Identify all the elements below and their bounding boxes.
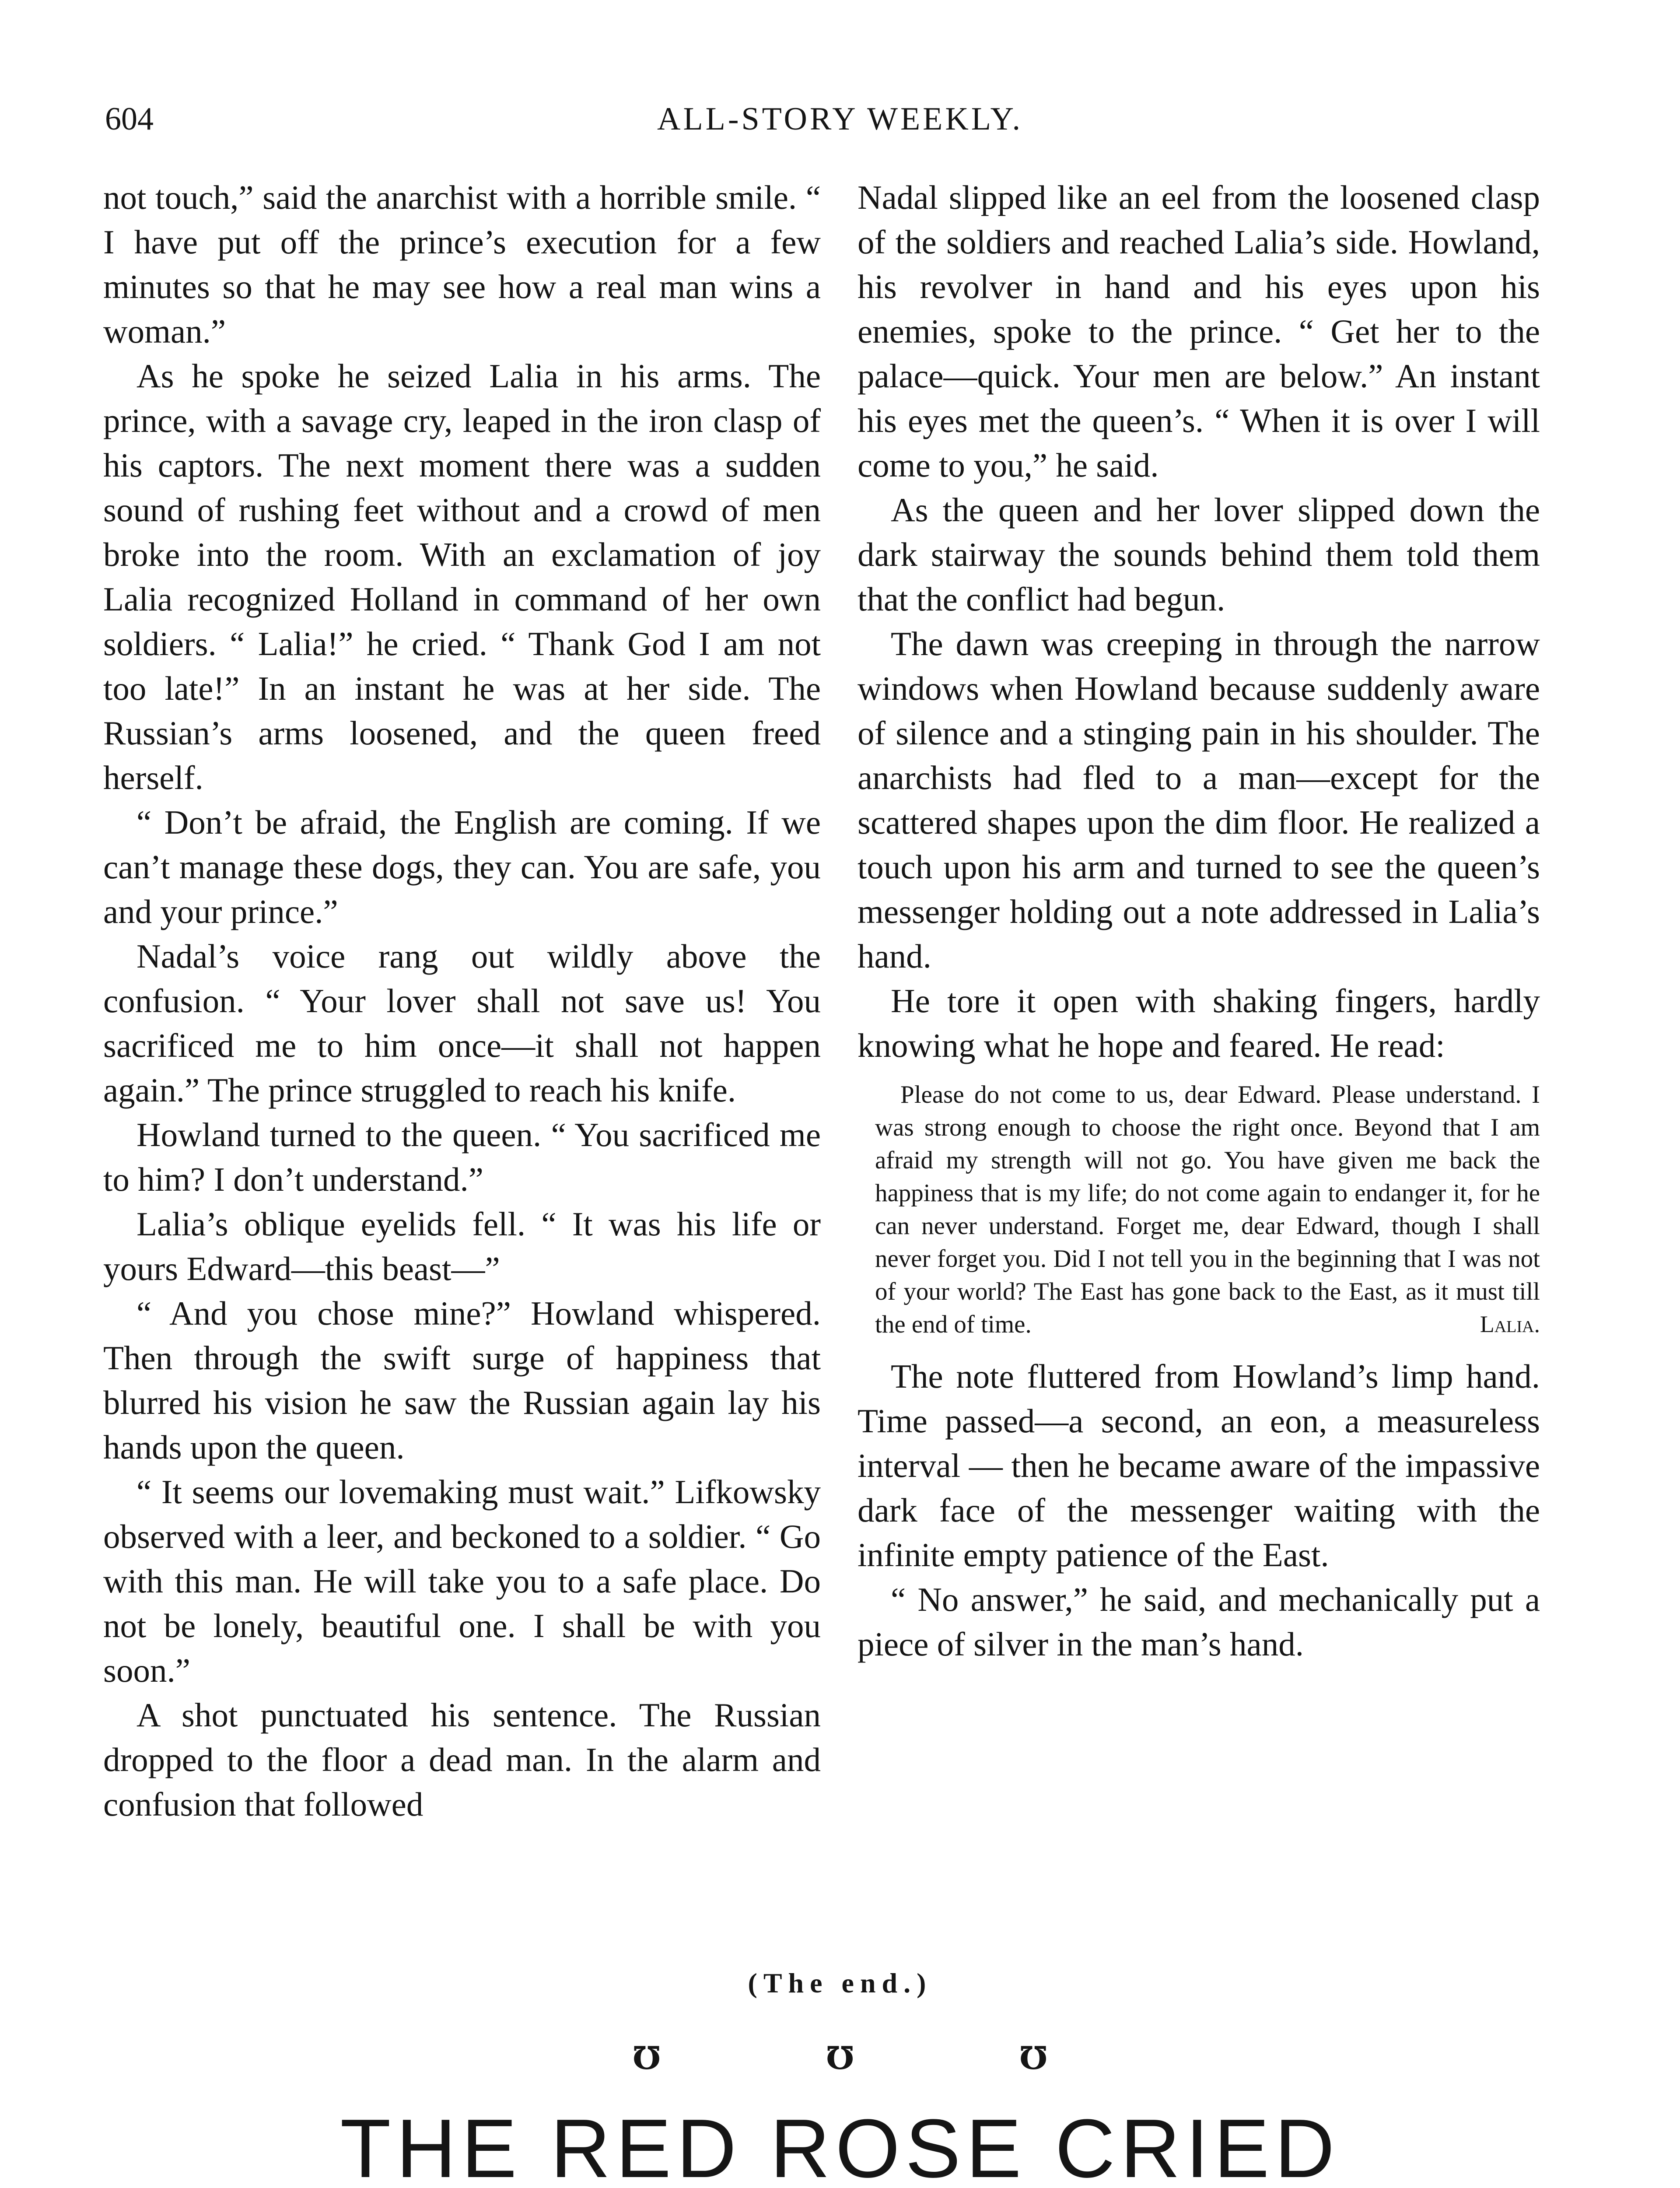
ornament-icon: ℧ <box>826 2041 854 2076</box>
paragraph: Howland turned to the queen. “ You sacrificed me to him? I don’t understand.” <box>103 1116 821 1198</box>
paragraph: As the queen and her lover slipped down the dark stairway the sounds behind them told them that the conflict had begun. <box>858 491 1540 618</box>
paragraph: not touch,” said the anarchist with a horrible smile. “ I have put off the prince’s execution for a few minutes so that he may see how a real man wins a woman.” <box>103 179 821 350</box>
left-column <box>103 175 821 1827</box>
publication-title: ALL-STORY WEEKLY. <box>657 101 1023 137</box>
paragraph: As he spoke he seized Lalia in his arms. The prince, with a savage cry, leaped in the iron clasp of his captors. The next moment there was a sudden sound of rushing feet without and a crowd of men broke into the room. With an exclamation of joy Lalia recognized Holland in command of her own soldiers. “ Lalia!” he cried. “ Thank God I am not too late!” In an instant he was at her side. The Russian’s arms loosened, and the queen freed herself. <box>103 357 821 796</box>
section-ornaments <box>0 2039 1680 2077</box>
paragraph: “ Don’t be afraid, the English are coming. If we can’t manage these dogs, they can. You are safe, you and your prince.” <box>103 803 821 930</box>
paragraph: He tore it open with shaking fingers, hardly knowing what he hope and feared. He read: <box>858 982 1540 1064</box>
ornament-icon: ℧ <box>1019 2041 1048 2076</box>
story-end-marker: (The end.) <box>748 1967 932 1999</box>
paragraph: A shot punctuated his sentence. The Russian dropped to the floor a dead man. In the alarm and confusion that followed <box>103 1696 821 1823</box>
paragraph: The note fluttered from Howland’s limp hand. Time passed—a second, an eon, a measureless interval — then he became aware of the impassive dark face of the messenger waiting with the infinite empty patience of the East. <box>858 1357 1540 1574</box>
letter-body: Please do not come to us, dear Edward. Please understand. I was strong enough to choose the right once. Beyond that I am afraid my strength will not go. You have given me back the happiness that is my life; do not come again to endanger it, for he can never understand. Forget me, dear Edward, though I shall never forget you. Did I not tell you in the beginning that I was not of your world? The East has gone back to the East, as it must till the end of time. <box>875 1081 1540 1338</box>
paragraph: Nadal’s voice rang out wildly above the confusion. “ Your lover shall not save us! You sacrificed me to him once—it shall not happen again.” The prince struggled to reach his knife. <box>103 937 821 1109</box>
running-head <box>105 101 1575 149</box>
paragraph: Nadal slipped like an eel from the loosened clasp of the soldiers and reached Lalia’s side. Howland, his revolver in hand and his eyes upon his enemies, spoke to the prince. “ Get her to the palace—quick. Your men are below.” An instant his eyes met the queen’s. “ When it is over I will come to you,” he said. <box>858 179 1540 484</box>
right-column <box>858 175 1540 1666</box>
paragraph: “ It seems our lovemaking must wait.” Lifkowsky observed with a leer, and beckoned to a soldier. “ Go with this man. He will take you to a safe place. Do not be lonely, beautiful one. I shall be with you soon.” <box>103 1473 821 1689</box>
ornament-icon: ℧ <box>632 2041 661 2076</box>
letter-signature: Lalia. <box>1480 1311 1540 1337</box>
poem-title: THE RED ROSE CRIED <box>340 2102 1340 2188</box>
quoted-letter <box>875 1078 1540 1341</box>
paragraph: Lalia’s oblique eyelids fell. “ It was his life or yours Edward—this beast—” <box>103 1205 821 1287</box>
paragraph: The dawn was creeping in through the narrow windows when Howland because suddenly aware of silence and a stinging pain in his shoulder. The anarchists had fled to a man—except for the scattered shapes upon the dim floor. He realized a touch upon his arm and turned to see the queen’s messenger holding out a note addressed in Lalia’s hand. <box>858 625 1540 975</box>
paragraph: “ And you chose mine?” Howland whispered. Then through the swift surge of happiness that blurred his vision he saw the Russian again lay his hands upon the queen. <box>103 1294 821 1466</box>
paragraph: “ No answer,” he said, and mechanically put a piece of silver in the man’s hand. <box>858 1581 1540 1663</box>
page-number: 604 <box>105 101 154 137</box>
